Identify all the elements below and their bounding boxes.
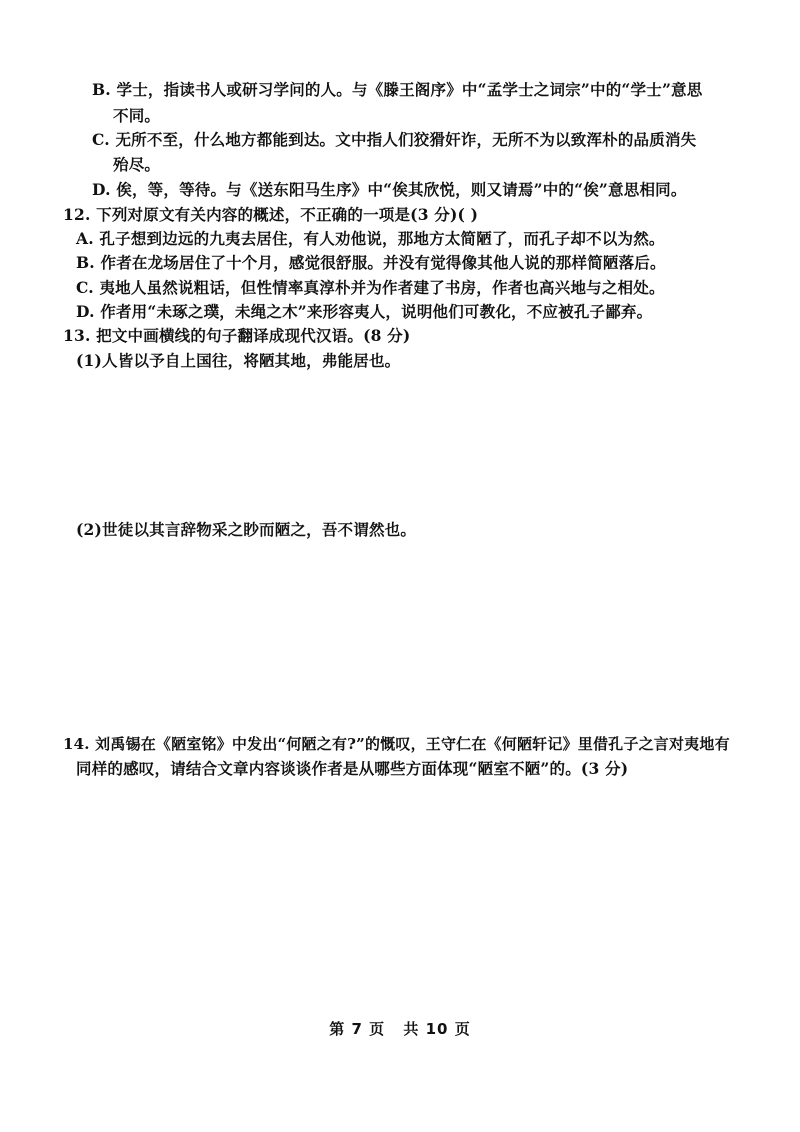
q12-option-c: C. 夷地人虽然说粗话，但性情率真淳朴并为作者建了书房，作者也高兴地与之相处。 — [76, 278, 665, 297]
q13-stem: 13. 把文中画横线的句子翻译成现代汉语。(8 分) — [63, 326, 411, 345]
q12-stem: 12. 下列对原文有关内容的概述，不正确的一项是(3 分)( ) — [63, 205, 479, 224]
q12-option-d: D. 作者用“未琢之璞，未绳之木”来形容夷人，说明他们可教化，不应被孔子鄙弃。 — [76, 302, 653, 321]
q11-option-c: C. 无所不至，什么地方都能到达。文中指人们狡猾奸诈，无所不为以致浑朴的品质消失 — [92, 130, 697, 149]
q14-stem-line-2: 同样的感叹，请结合文章内容谈谈作者是从哪些方面体现“陋室不陋”的。(3 分) — [76, 759, 629, 778]
q12-option-b: B. 作者在龙场居住了十个月，感觉很舒服。并没有觉得像其他人说的那样简陋落后。 — [76, 253, 666, 272]
q13-sentence-2: (2)世徒以其言辞物采之眇而陋之，吾不谓然也。 — [76, 520, 417, 539]
q11-option-b-continued: 不同。 — [113, 106, 161, 125]
page-number: 第 7 页 — [329, 1020, 386, 1038]
q12-option-a: A. 孔子想到边远的九夷去居住，有人劝他说，那地方太简陋了，而孔子却不以为然。 — [76, 229, 665, 248]
q11-option-c-continued: 殆尽。 — [113, 155, 161, 174]
q13-sentence-1: (1)人皆以予自上国往，将陋其地，弗能居也。 — [76, 351, 401, 370]
q11-option-d: D. 俟，等，等待。与《送东阳马生序》中“俟其欣悦，则又请焉”中的“俟”意思相同。 — [92, 180, 687, 199]
q14-stem-line-1: 14. 刘禹锡在《陋室铭》中发出“何陋之有?”的慨叹，王守仁在《何陋轩记》里借孔子之言对夷地有 — [63, 735, 730, 753]
page-total: 共 10 页 — [403, 1020, 471, 1038]
q11-option-b: B. 学士，指读书人或研习学问的人。与《滕王阁序》中“孟学士之词宗”中的“学士”意思 — [92, 80, 703, 99]
page-footer — [0, 1018, 800, 1039]
